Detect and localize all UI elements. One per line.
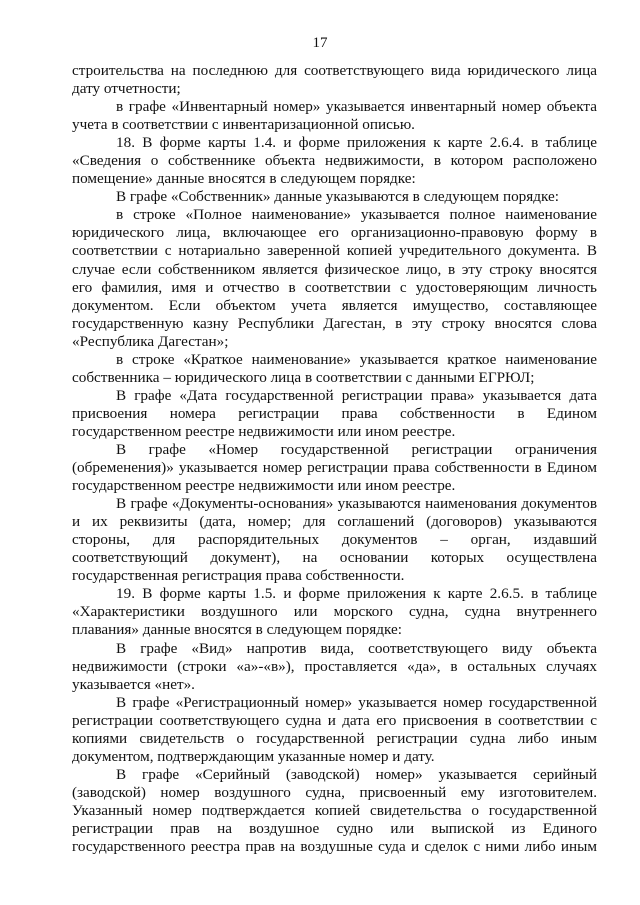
- text-line: В графе «Дата государственной регистрации права» указывается дата: [116, 386, 597, 404]
- text-line: указывается «нет».: [72, 675, 195, 693]
- text-line: В графе «Серийный (заводской) номер» указывается серийный: [116, 765, 597, 783]
- text-line: присвоения номера регистрации права собственности в Едином: [72, 404, 597, 422]
- text-line: «Республика Дагестан»;: [72, 332, 229, 350]
- text-line: В графе «Номер государственной регистрации ограничения: [116, 440, 597, 458]
- text-line: государственном реестре недвижимости или ином реестре.: [72, 422, 456, 440]
- text-line: и их реквизиты (дата, номер; для соглашений (договоров) указываются: [72, 513, 597, 531]
- text-line: документом. Если объектом учета является имущество, составляющее: [72, 296, 597, 314]
- text-line: 18. В форме карты 1.4. и форме приложения к карте 2.6.4. в таблице: [116, 134, 597, 152]
- text-line: его фамилия, имя и отчество в соответствии с удостоверяющим личность: [72, 278, 597, 296]
- text-line: в строке «Полное наименование» указывается полное наименование: [116, 206, 597, 224]
- text-line: дату отчетности;: [72, 80, 181, 98]
- text-line: документом, подтверждающим указанные номер и дату.: [72, 747, 435, 765]
- text-line: государственном реестре недвижимости или ином реестре.: [72, 477, 456, 495]
- text-line: «Сведения о собственнике объекта недвижимости, в котором расположено: [72, 152, 597, 170]
- text-line: Указанный номер подтверждается копией свидетельства о государственной: [72, 801, 597, 819]
- text-line: В графе «Документы-основания» указываются наименования документов: [116, 495, 597, 513]
- text-line: (обременения)» указывается номер регистрации права собственности в Едином: [72, 459, 597, 477]
- text-line: собственника – юридического лица в соответствии с данными ЕГРЮЛ;: [72, 368, 535, 386]
- text-line: (заводской) номер воздушного судна, присвоенный ему изготовителем.: [72, 783, 597, 801]
- text-line: копиями свидетельств о государственной регистрации судна либо иным: [72, 729, 597, 747]
- text-line: стороны, для распорядительных документов – орган, издавший: [72, 531, 597, 549]
- text-line: недвижимости (строки «а»-«в»), проставляется «да», в остальных случаях: [72, 657, 597, 675]
- text-line: соответствующий документ), на основании которых осуществлена: [72, 549, 597, 567]
- text-line: государственная регистрация права собственности.: [72, 567, 405, 585]
- text-line: регистрации прав на воздушное судно или выпиской из Единого: [72, 819, 597, 837]
- text-line: В графе «Регистрационный номер» указывается номер государственной: [116, 693, 597, 711]
- document-body: [72, 62, 597, 856]
- text-line: В графе «Собственник» данные указываются в следующем порядке:: [116, 188, 559, 206]
- text-line: «Характеристики воздушного или морского судна, судна внутреннего: [72, 603, 597, 621]
- text-line: государственного реестра прав на воздушные суда и сделок с ними либо иным: [72, 838, 597, 856]
- text-line: юридического лица, включающее его организационно-правовую форму в: [72, 224, 597, 242]
- text-line: соответствии с нотариально заверенной копией учредительного документа. В: [72, 242, 597, 260]
- text-line: 19. В форме карты 1.5. и форме приложения к карте 2.6.5. в таблице: [116, 585, 597, 603]
- text-line: строительства на последнюю для соответствующего вида юридического лица: [72, 62, 597, 79]
- text-line: регистрации соответствующего судна и дата его присвоения в соответствии с: [72, 711, 597, 729]
- text-line: учета в соответствии с инвентаризационной описью.: [72, 116, 415, 134]
- text-line: государственную казну Республики Дагестан, в эту строку вносятся слова: [72, 314, 597, 332]
- text-line: помещение» данные вносятся в следующем порядке:: [72, 170, 416, 188]
- text-line: В графе «Вид» напротив вида, соответствующего виду объекта: [116, 639, 597, 657]
- text-line: плавания» данные вносятся в следующем порядке:: [72, 621, 402, 639]
- text-line: в графе «Инвентарный номер» указывается инвентарный номер объекта: [116, 98, 597, 116]
- page-number: 17: [312, 35, 328, 51]
- text-line: случае если собственником является физическое лицо, в эту строку вносятся: [72, 260, 597, 278]
- text-line: в строке «Краткое наименование» указывается краткое наименование: [116, 350, 597, 368]
